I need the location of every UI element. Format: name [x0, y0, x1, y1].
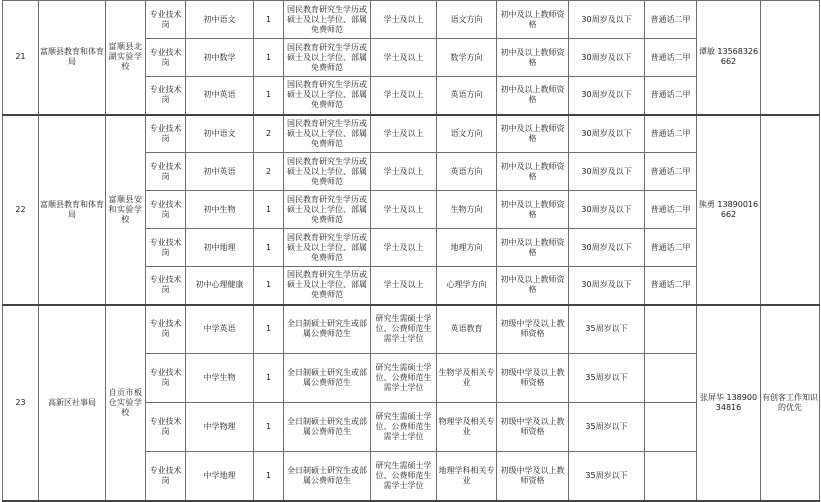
cell-cert: 初中及以上教师资格: [497, 77, 569, 115]
cell-position: 初中语文: [186, 1, 254, 39]
cell-education: 国民教育研究生学历或硕士及以上学位、部属免费师范: [284, 115, 371, 153]
cell-major: 英语方向: [437, 77, 497, 115]
school-name: 富顺县北湖实验学校: [106, 1, 146, 115]
cell-category: 专业技术岗: [146, 39, 186, 77]
cell-education: 国民教育研究生学历或硕士及以上学位、部属免费师范: [284, 191, 371, 229]
group-number: 23: [3, 305, 39, 501]
school-name: 自贡市板仓实验学校: [106, 305, 146, 501]
cell-cert: 初级中学及以上教师资格: [497, 354, 569, 403]
cell-category: 专业技术岗: [146, 115, 186, 153]
cell-position: 中学生物: [186, 354, 254, 403]
cell-age: 30周岁及以下: [569, 229, 645, 267]
remark: [761, 1, 820, 115]
cell-age: 30周岁及以下: [569, 1, 645, 39]
cell-count: 1: [254, 39, 284, 77]
cell-major: 数学方向: [437, 39, 497, 77]
cell-cert: 初级中学及以上教师资格: [497, 403, 569, 452]
cell-cert: 初中及以上教师资格: [497, 267, 569, 305]
cell-count: 2: [254, 153, 284, 191]
cell-age: 30周岁及以下: [569, 267, 645, 305]
cell-education: 全日制硕士研究生或部属公费师范生: [284, 305, 371, 354]
cell-category: 专业技术岗: [146, 77, 186, 115]
cell-age: 35周岁以下: [569, 403, 645, 452]
cell-count: 2: [254, 115, 284, 153]
cell-count: 1: [254, 77, 284, 115]
cell-age: 35周岁以下: [569, 452, 645, 501]
cell-other: [645, 452, 697, 501]
cell-position: 初中英语: [186, 77, 254, 115]
cell-other: [645, 305, 697, 354]
cell-degree: 学士及以上: [371, 267, 437, 305]
cell-count: 1: [254, 403, 284, 452]
cell-cert: 初中及以上教师资格: [497, 153, 569, 191]
table-row: [3, 1, 820, 39]
cell-education: 国民教育研究生学历或硕士及以上学位、部属免费师范: [284, 229, 371, 267]
cell-count: 1: [254, 229, 284, 267]
cell-age: 30周岁及以下: [569, 39, 645, 77]
cell-major: 生物方向: [437, 191, 497, 229]
cell-count: 1: [254, 452, 284, 501]
cell-position: 初中地理: [186, 229, 254, 267]
cell-major: 物理学及相关专业: [437, 403, 497, 452]
remark: [761, 115, 820, 305]
cell-category: 专业技术岗: [146, 403, 186, 452]
group-number: 22: [3, 115, 39, 305]
cell-cert: 初中及以上教师资格: [497, 115, 569, 153]
cell-other: 普通话二甲: [645, 77, 697, 115]
cell-major: 地理方向: [437, 229, 497, 267]
cell-cert: 初中及以上教师资格: [497, 191, 569, 229]
cell-degree: 研究生需硕士学位、公费师范生需学士学位: [371, 403, 437, 452]
cell-degree: 研究生需硕士学位、公费师范生需学士学位: [371, 354, 437, 403]
cell-education: 国民教育研究生学历或硕士及以上学位、部属免费师范: [284, 77, 371, 115]
cell-degree: 学士及以上: [371, 191, 437, 229]
cell-major: 英语方向: [437, 153, 497, 191]
cell-position: 中学英语: [186, 305, 254, 354]
remark: 有创客工作知识的优先: [761, 305, 820, 501]
cell-other: 普通话二甲: [645, 191, 697, 229]
cell-position: 初中英语: [186, 153, 254, 191]
cell-age: 30周岁及以下: [569, 153, 645, 191]
cell-count: 1: [254, 305, 284, 354]
cell-education: 国民教育研究生学历或硕士及以上学位、部属免费师范: [284, 1, 371, 39]
cell-degree: 研究生需硕士学位、公费师范生需学士学位: [371, 452, 437, 501]
group-number: 21: [3, 1, 39, 115]
cell-age: 30周岁及以下: [569, 191, 645, 229]
cell-count: 1: [254, 267, 284, 305]
cell-category: 专业技术岗: [146, 452, 186, 501]
cell-category: 专业技术岗: [146, 229, 186, 267]
cell-major: 生物学及相关专业: [437, 354, 497, 403]
school-name: 富顺县安和实验学校: [106, 115, 146, 305]
table-row: [3, 115, 820, 153]
cell-other: 普通话二甲: [645, 153, 697, 191]
cell-other: 普通话二甲: [645, 115, 697, 153]
cell-major: 心理学方向: [437, 267, 497, 305]
table-row: [3, 305, 820, 354]
cell-education: 全日制硕士研究生或部属公费师范生: [284, 452, 371, 501]
cell-age: 35周岁以下: [569, 354, 645, 403]
cell-cert: 初级中学及以上教师资格: [497, 305, 569, 354]
cell-other: [645, 354, 697, 403]
cell-education: 全日制硕士研究生或部属公费师范生: [284, 354, 371, 403]
cell-education: 国民教育研究生学历或硕士及以上学位、部属免费师范: [284, 267, 371, 305]
cell-age: 30周岁及以下: [569, 115, 645, 153]
cell-other: 普通话二甲: [645, 1, 697, 39]
cell-category: 专业技术岗: [146, 1, 186, 39]
cell-major: 地理学科相关专业: [437, 452, 497, 501]
cell-education: 国民教育研究生学历或硕士及以上学位、部属免费师范: [284, 39, 371, 77]
cell-position: 初中语文: [186, 115, 254, 153]
cell-category: 专业技术岗: [146, 354, 186, 403]
cell-age: 30周岁及以下: [569, 77, 645, 115]
cell-category: 专业技术岗: [146, 153, 186, 191]
contact-person: 张屏华 13890034816: [697, 305, 761, 501]
cell-degree: 学士及以上: [371, 1, 437, 39]
cell-cert: 初级中学及以上教师资格: [497, 452, 569, 501]
cell-position: 初中生物: [186, 191, 254, 229]
cell-major: 语文方向: [437, 1, 497, 39]
cell-degree: 研究生需硕士学位、公费师范生需学士学位: [371, 305, 437, 354]
cell-degree: 学士及以上: [371, 115, 437, 153]
cell-category: 专业技术岗: [146, 305, 186, 354]
recruitment-table: [2, 0, 820, 502]
cell-position: 初中心理健康: [186, 267, 254, 305]
cell-degree: 学士及以上: [371, 229, 437, 267]
unit-name: 富顺县教育和体育局: [39, 1, 106, 115]
contact-person: 谭敏 13568326662: [697, 1, 761, 115]
cell-category: 专业技术岗: [146, 267, 186, 305]
cell-degree: 学士及以上: [371, 77, 437, 115]
cell-count: 1: [254, 191, 284, 229]
cell-cert: 初中及以上教师资格: [497, 229, 569, 267]
cell-other: 普通话二甲: [645, 229, 697, 267]
cell-major: 英语教育: [437, 305, 497, 354]
cell-position: 初中数学: [186, 39, 254, 77]
unit-name: 高新区社事局: [39, 305, 106, 501]
cell-category: 专业技术岗: [146, 191, 186, 229]
cell-other: 普通话二甲: [645, 39, 697, 77]
cell-count: 1: [254, 354, 284, 403]
unit-name: 富顺县教育和体育局: [39, 115, 106, 305]
cell-age: 35周岁以下: [569, 305, 645, 354]
cell-other: 普通话二甲: [645, 267, 697, 305]
cell-education: 国民教育研究生学历或硕士及以上学位、部属免费师范: [284, 153, 371, 191]
cell-count: 1: [254, 1, 284, 39]
cell-position: 中学地理: [186, 452, 254, 501]
cell-cert: 初中及以上教师资格: [497, 39, 569, 77]
cell-position: 中学物理: [186, 403, 254, 452]
cell-degree: 学士及以上: [371, 39, 437, 77]
cell-other: [645, 403, 697, 452]
cell-major: 语文方向: [437, 115, 497, 153]
cell-degree: 学士及以上: [371, 153, 437, 191]
cell-education: 全日制硕士研究生或部属公费师范生: [284, 403, 371, 452]
cell-cert: 初中及以上教师资格: [497, 1, 569, 39]
contact-person: 熊勇 13890016662: [697, 115, 761, 305]
